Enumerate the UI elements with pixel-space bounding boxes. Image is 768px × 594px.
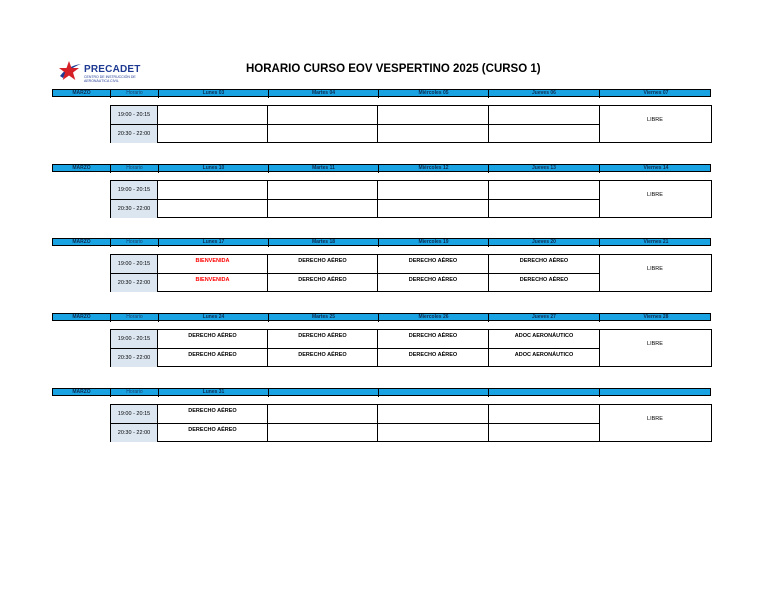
friday-libre: LIBRE	[647, 192, 663, 198]
class-cell	[489, 199, 600, 217]
week-header	[52, 313, 711, 321]
week-header	[52, 238, 711, 246]
day-thursday	[489, 389, 600, 397]
class-cell	[489, 423, 600, 441]
time-slot: 19:00 - 20:15	[111, 255, 158, 274]
class-cell	[268, 124, 378, 142]
class-cell	[158, 199, 268, 217]
day-monday: Lunes 24	[159, 314, 269, 322]
day-wednesday: Miércoles 12	[379, 165, 489, 173]
horario-label: Horario	[111, 389, 159, 397]
day-tuesday	[269, 389, 379, 397]
class-cell: DERECHO AÉREO	[268, 255, 378, 274]
brand-name: PRECADET	[84, 64, 141, 75]
class-cell	[268, 405, 378, 424]
day-friday: Viernes 14	[643, 165, 669, 171]
friday-libre: LIBRE	[647, 341, 663, 347]
day-friday	[600, 389, 712, 397]
class-cell: BIENVENIDA	[158, 273, 268, 291]
class-cell: DERECHO AÉREO	[158, 330, 268, 349]
day-thursday: Jueves 27	[489, 314, 600, 322]
class-cell	[378, 124, 489, 142]
month-label: MARZO	[53, 239, 111, 247]
class-cell: DERECHO AÉREO	[378, 255, 489, 274]
precadet-logo	[56, 58, 141, 86]
time-slot: 20:30 - 22:00	[111, 348, 158, 367]
class-cell	[158, 106, 268, 125]
class-cell: DERECHO AÉREO	[378, 330, 489, 349]
day-thursday: Jueves 06	[489, 90, 600, 98]
class-cell: DERECHO AÉREO	[268, 348, 378, 366]
class-cell	[378, 181, 489, 200]
day-monday: Lunes 17	[159, 239, 269, 247]
horario-label: Horario	[111, 239, 159, 247]
friday-libre: LIBRE	[647, 266, 663, 272]
day-thursday: Jueves 20	[489, 239, 600, 247]
month-label: MARZO	[53, 90, 111, 98]
day-thursday: Jueves 13	[489, 165, 600, 173]
day-friday: Viernes 28	[643, 314, 669, 320]
day-tuesday: Martes 25	[269, 314, 379, 322]
horario-label: Horario	[111, 165, 159, 173]
time-slot: 20:30 - 22:00	[111, 273, 158, 292]
week-header	[52, 388, 711, 396]
class-cell: DERECHO AÉREO	[268, 330, 378, 349]
class-cell: DERECHO AÉREO	[158, 348, 268, 366]
class-cell: DERECHO AÉREO	[158, 405, 268, 424]
time-slot: 19:00 - 20:15	[111, 181, 158, 200]
day-monday: Lunes 31	[159, 389, 269, 397]
day-tuesday: Martes 11	[269, 165, 379, 173]
day-friday: Viernes 07	[643, 90, 669, 96]
day-wednesday	[379, 389, 489, 397]
time-slot: 19:00 - 20:15	[111, 405, 158, 424]
class-cell: BIENVENIDA	[158, 255, 268, 274]
week-grid	[110, 254, 712, 292]
class-cell: ADOC AERONÁUTICO	[489, 348, 600, 366]
day-tuesday: Martes 04	[269, 90, 379, 98]
class-cell	[378, 405, 489, 424]
time-slot: 19:00 - 20:15	[111, 106, 158, 125]
month-label: MARZO	[53, 314, 111, 322]
day-tuesday: Martes 18	[269, 239, 379, 247]
month-label: MARZO	[53, 389, 111, 397]
page-title: HORARIO CURSO EOV VESPERTINO 2025 (CURSO 1)	[246, 63, 541, 75]
class-cell	[489, 181, 600, 200]
class-cell	[268, 106, 378, 125]
week-grid	[110, 180, 712, 218]
time-slot: 19:00 - 20:15	[111, 330, 158, 349]
week-header	[52, 89, 711, 97]
class-cell	[268, 423, 378, 441]
time-slot: 20:30 - 22:00	[111, 423, 158, 442]
class-cell	[378, 199, 489, 217]
class-cell: DERECHO AÉREO	[378, 348, 489, 366]
class-cell	[489, 124, 600, 142]
day-friday: Viernes 21	[643, 239, 669, 245]
friday-libre: LIBRE	[647, 117, 663, 123]
class-cell	[489, 106, 600, 125]
day-wednesday: Miércoles 05	[379, 90, 489, 98]
class-cell: ADOC AERONÁUTICO	[489, 330, 600, 349]
time-slot: 20:30 - 22:00	[111, 199, 158, 218]
week-header	[52, 164, 711, 172]
horario-label: Horario	[111, 90, 159, 98]
day-wednesday: Miercoles 26	[379, 314, 489, 322]
day-monday: Lunes 03	[159, 90, 269, 98]
class-cell: DERECHO AÉREO	[378, 273, 489, 291]
class-cell	[489, 405, 600, 424]
class-cell	[268, 199, 378, 217]
star-icon	[56, 58, 82, 84]
class-cell: DERECHO AÉREO	[489, 273, 600, 291]
time-slot: 20:30 - 22:00	[111, 124, 158, 143]
brand-subtitle: CENTRO DE INSTRUCCIÓN DE AERONÁUTICA CIVIL	[84, 75, 136, 83]
class-cell: DERECHO AÉREO	[268, 273, 378, 291]
month-label: MARZO	[53, 165, 111, 173]
week-grid	[110, 404, 712, 442]
day-wednesday: Miercoles 19	[379, 239, 489, 247]
class-cell: DERECHO AÉREO	[489, 255, 600, 274]
day-monday: Lunes 10	[159, 165, 269, 173]
class-cell	[158, 181, 268, 200]
class-cell	[378, 106, 489, 125]
class-cell: DERECHO AÉREO	[158, 423, 268, 441]
friday-libre: LIBRE	[647, 416, 663, 422]
class-cell	[268, 181, 378, 200]
class-cell	[378, 423, 489, 441]
horario-label: Horario	[111, 314, 159, 322]
week-grid	[110, 105, 712, 143]
week-grid	[110, 329, 712, 367]
class-cell	[158, 124, 268, 142]
